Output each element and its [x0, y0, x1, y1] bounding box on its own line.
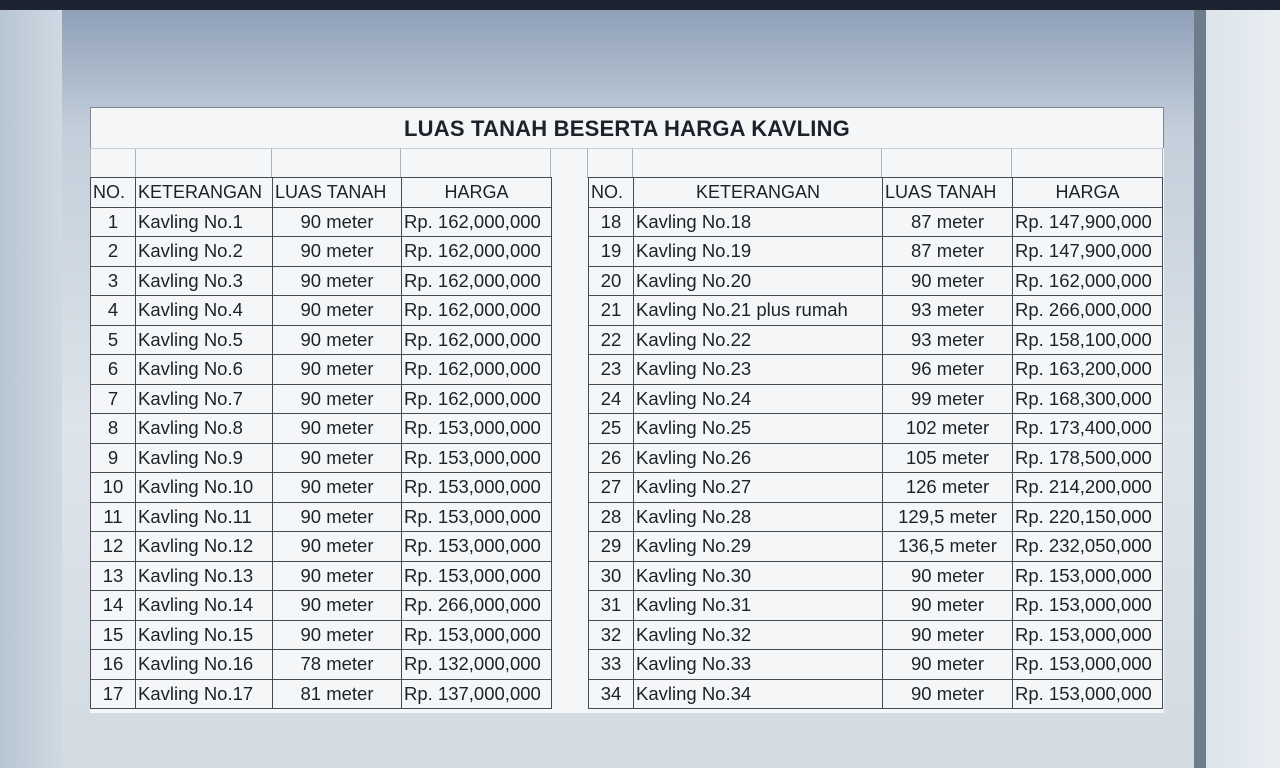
row-keterangan: Kavling No.28	[634, 502, 883, 532]
table-row	[91, 650, 1163, 680]
row-harga: Rp. 266,000,000	[1013, 296, 1163, 326]
empty-row	[90, 148, 1164, 177]
row-luas-tanah: 102 meter	[883, 414, 1013, 444]
table-row	[91, 532, 1163, 562]
spacer-cell	[552, 502, 589, 532]
row-luas-tanah: 90 meter	[273, 591, 402, 621]
table-row	[91, 561, 1163, 591]
row-luas-tanah: 93 meter	[883, 296, 1013, 326]
row-harga: Rp. 163,200,000	[1013, 355, 1163, 385]
monitor-top-edge	[0, 0, 1280, 10]
row-harga: Rp. 158,100,000	[1013, 325, 1163, 355]
row-no: 11	[91, 502, 136, 532]
row-keterangan: Kavling No.1	[136, 207, 273, 237]
row-keterangan: Kavling No.32	[634, 620, 883, 650]
row-harga: Rp. 162,000,000	[402, 384, 552, 414]
screen-left-margin	[0, 10, 62, 768]
table-row	[91, 237, 1163, 267]
table-row	[91, 679, 1163, 709]
row-keterangan: Kavling No.30	[634, 561, 883, 591]
sheet-title: LUAS TANAH BESERTA HARGA KAVLING	[404, 116, 850, 141]
row-no: 29	[589, 532, 634, 562]
row-harga: Rp. 147,900,000	[1013, 237, 1163, 267]
spacer-cell	[552, 325, 589, 355]
row-no: 6	[91, 355, 136, 385]
spacer-cell	[552, 591, 589, 621]
row-luas-tanah: 90 meter	[883, 591, 1013, 621]
table-row	[91, 296, 1163, 326]
row-luas-tanah: 78 meter	[273, 650, 402, 680]
row-luas-tanah: 90 meter	[883, 650, 1013, 680]
row-harga: Rp. 214,200,000	[1013, 473, 1163, 503]
spacer-cell	[552, 414, 589, 444]
row-no: 15	[91, 620, 136, 650]
row-no: 4	[91, 296, 136, 326]
empty-cell	[882, 148, 1012, 178]
row-no: 24	[589, 384, 634, 414]
row-harga: Rp. 153,000,000	[402, 561, 552, 591]
row-luas-tanah: 90 meter	[273, 502, 402, 532]
row-keterangan: Kavling No.3	[136, 266, 273, 296]
row-harga: Rp. 162,000,000	[1013, 266, 1163, 296]
header-luas-tanah: LUAS TANAH	[883, 178, 1013, 208]
row-harga: Rp. 153,000,000	[1013, 591, 1163, 621]
title-row	[90, 107, 1164, 148]
row-keterangan: Kavling No.34	[634, 679, 883, 709]
row-no: 13	[91, 561, 136, 591]
table-row	[91, 266, 1163, 296]
header-harga: HARGA	[1013, 178, 1163, 208]
row-harga: Rp. 162,000,000	[402, 355, 552, 385]
header-luas-tanah: LUAS TANAH	[273, 178, 402, 208]
row-luas-tanah: 90 meter	[883, 266, 1013, 296]
row-keterangan: Kavling No.14	[136, 591, 273, 621]
row-no: 32	[589, 620, 634, 650]
header-keterangan: KETERANGAN	[634, 178, 883, 208]
row-no: 28	[589, 502, 634, 532]
row-no: 33	[589, 650, 634, 680]
row-keterangan: Kavling No.31	[634, 591, 883, 621]
spreadsheet	[90, 107, 1164, 713]
row-luas-tanah: 81 meter	[273, 679, 402, 709]
row-keterangan: Kavling No.22	[634, 325, 883, 355]
row-keterangan: Kavling No.4	[136, 296, 273, 326]
empty-cell	[90, 148, 136, 178]
spacer-cell	[552, 620, 589, 650]
row-harga: Rp. 162,000,000	[402, 207, 552, 237]
empty-cell	[135, 148, 272, 178]
row-keterangan: Kavling No.27	[634, 473, 883, 503]
row-keterangan: Kavling No.7	[136, 384, 273, 414]
table-row	[91, 502, 1163, 532]
row-no: 1	[91, 207, 136, 237]
row-luas-tanah: 90 meter	[883, 561, 1013, 591]
row-luas-tanah: 99 meter	[883, 384, 1013, 414]
table-row	[91, 620, 1163, 650]
row-keterangan: Kavling No.2	[136, 237, 273, 267]
row-harga: Rp. 153,000,000	[1013, 561, 1163, 591]
row-luas-tanah: 90 meter	[273, 414, 402, 444]
row-harga: Rp. 153,000,000	[402, 532, 552, 562]
row-harga: Rp. 162,000,000	[402, 237, 552, 267]
row-harga: Rp. 153,000,000	[1013, 679, 1163, 709]
row-harga: Rp. 153,000,000	[402, 414, 552, 444]
spacer-cell	[552, 237, 589, 267]
row-harga: Rp. 266,000,000	[402, 591, 552, 621]
spacer-cell	[552, 650, 589, 680]
row-harga: Rp. 173,400,000	[1013, 414, 1163, 444]
screen-right-margin	[1206, 10, 1280, 768]
row-harga: Rp. 232,050,000	[1013, 532, 1163, 562]
row-keterangan: Kavling No.18	[634, 207, 883, 237]
table-row	[91, 384, 1163, 414]
row-no: 31	[589, 591, 634, 621]
spacer-cell	[552, 532, 589, 562]
row-no: 7	[91, 384, 136, 414]
table-row	[91, 207, 1163, 237]
row-no: 9	[91, 443, 136, 473]
row-luas-tanah: 105 meter	[883, 443, 1013, 473]
row-no: 21	[589, 296, 634, 326]
table-row	[91, 443, 1163, 473]
spacer-cell	[552, 561, 589, 591]
row-luas-tanah: 126 meter	[883, 473, 1013, 503]
table-row	[91, 325, 1163, 355]
header-harga: HARGA	[402, 178, 552, 208]
row-harga: Rp. 162,000,000	[402, 325, 552, 355]
row-harga: Rp. 153,000,000	[1013, 650, 1163, 680]
row-keterangan: Kavling No.24	[634, 384, 883, 414]
row-luas-tanah: 90 meter	[273, 355, 402, 385]
row-keterangan: Kavling No.6	[136, 355, 273, 385]
row-no: 5	[91, 325, 136, 355]
row-no: 14	[91, 591, 136, 621]
row-luas-tanah: 90 meter	[273, 296, 402, 326]
row-keterangan: Kavling No.11	[136, 502, 273, 532]
header-no: NO.	[91, 178, 136, 208]
row-no: 12	[91, 532, 136, 562]
row-harga: Rp. 153,000,000	[402, 443, 552, 473]
row-keterangan: Kavling No.17	[136, 679, 273, 709]
row-luas-tanah: 136,5 meter	[883, 532, 1013, 562]
spacer-cell	[552, 679, 589, 709]
row-keterangan: Kavling No.8	[136, 414, 273, 444]
row-harga: Rp. 162,000,000	[402, 296, 552, 326]
empty-cell	[272, 148, 401, 178]
header-keterangan: KETERANGAN	[136, 178, 273, 208]
screen-divider	[1194, 10, 1206, 768]
row-harga: Rp. 132,000,000	[402, 650, 552, 680]
row-no: 27	[589, 473, 634, 503]
row-keterangan: Kavling No.26	[634, 443, 883, 473]
row-harga: Rp. 153,000,000	[1013, 620, 1163, 650]
row-no: 19	[589, 237, 634, 267]
spacer-cell	[552, 355, 589, 385]
row-keterangan: Kavling No.13	[136, 561, 273, 591]
row-keterangan: Kavling No.25	[634, 414, 883, 444]
row-no: 3	[91, 266, 136, 296]
kavling-table	[90, 177, 1163, 709]
header-no: NO.	[589, 178, 634, 208]
row-luas-tanah: 93 meter	[883, 325, 1013, 355]
row-keterangan: Kavling No.15	[136, 620, 273, 650]
spacer-cell	[552, 296, 589, 326]
table-row	[91, 355, 1163, 385]
spacer-cell	[552, 207, 589, 237]
row-luas-tanah: 87 meter	[883, 237, 1013, 267]
row-harga: Rp. 153,000,000	[402, 473, 552, 503]
empty-cell	[401, 148, 551, 178]
row-keterangan: Kavling No.10	[136, 473, 273, 503]
row-harga: Rp. 168,300,000	[1013, 384, 1163, 414]
row-luas-tanah: 90 meter	[273, 384, 402, 414]
row-luas-tanah: 90 meter	[273, 532, 402, 562]
row-luas-tanah: 90 meter	[273, 207, 402, 237]
row-no: 16	[91, 650, 136, 680]
row-keterangan: Kavling No.33	[634, 650, 883, 680]
row-harga: Rp. 147,900,000	[1013, 207, 1163, 237]
row-luas-tanah: 90 meter	[273, 620, 402, 650]
spacer-cell	[552, 178, 589, 208]
row-luas-tanah: 87 meter	[883, 207, 1013, 237]
row-harga: Rp. 153,000,000	[402, 620, 552, 650]
row-no: 23	[589, 355, 634, 385]
empty-cell	[1012, 148, 1163, 178]
row-keterangan: Kavling No.23	[634, 355, 883, 385]
row-keterangan: Kavling No.19	[634, 237, 883, 267]
row-keterangan: Kavling No.5	[136, 325, 273, 355]
row-keterangan: Kavling No.16	[136, 650, 273, 680]
row-no: 18	[589, 207, 634, 237]
row-no: 25	[589, 414, 634, 444]
row-luas-tanah: 90 meter	[273, 325, 402, 355]
header-row	[91, 178, 1163, 208]
row-luas-tanah: 90 meter	[883, 679, 1013, 709]
spacer-cell	[552, 473, 589, 503]
row-luas-tanah: 90 meter	[273, 266, 402, 296]
row-keterangan: Kavling No.12	[136, 532, 273, 562]
row-keterangan: Kavling No.20	[634, 266, 883, 296]
empty-cell	[633, 148, 882, 178]
row-luas-tanah: 90 meter	[883, 620, 1013, 650]
row-keterangan: Kavling No.21 plus rumah	[634, 296, 883, 326]
table-row	[91, 414, 1163, 444]
spacer-cell	[552, 384, 589, 414]
row-luas-tanah: 90 meter	[273, 473, 402, 503]
row-keterangan: Kavling No.9	[136, 443, 273, 473]
row-no: 10	[91, 473, 136, 503]
row-luas-tanah: 90 meter	[273, 237, 402, 267]
row-luas-tanah: 96 meter	[883, 355, 1013, 385]
row-harga: Rp. 153,000,000	[402, 502, 552, 532]
row-no: 8	[91, 414, 136, 444]
row-no: 34	[589, 679, 634, 709]
row-luas-tanah: 129,5 meter	[883, 502, 1013, 532]
row-harga: Rp. 162,000,000	[402, 266, 552, 296]
spacer-cell	[552, 443, 589, 473]
row-no: 20	[589, 266, 634, 296]
empty-cell	[588, 148, 633, 178]
row-harga: Rp. 220,150,000	[1013, 502, 1163, 532]
empty-cell	[551, 148, 588, 178]
row-luas-tanah: 90 meter	[273, 443, 402, 473]
row-no: 26	[589, 443, 634, 473]
row-luas-tanah: 90 meter	[273, 561, 402, 591]
row-harga: Rp. 178,500,000	[1013, 443, 1163, 473]
row-no: 2	[91, 237, 136, 267]
row-no: 17	[91, 679, 136, 709]
table-row	[91, 591, 1163, 621]
table-row	[91, 473, 1163, 503]
row-no: 22	[589, 325, 634, 355]
row-no: 30	[589, 561, 634, 591]
spacer-cell	[552, 266, 589, 296]
row-keterangan: Kavling No.29	[634, 532, 883, 562]
row-harga: Rp. 137,000,000	[402, 679, 552, 709]
